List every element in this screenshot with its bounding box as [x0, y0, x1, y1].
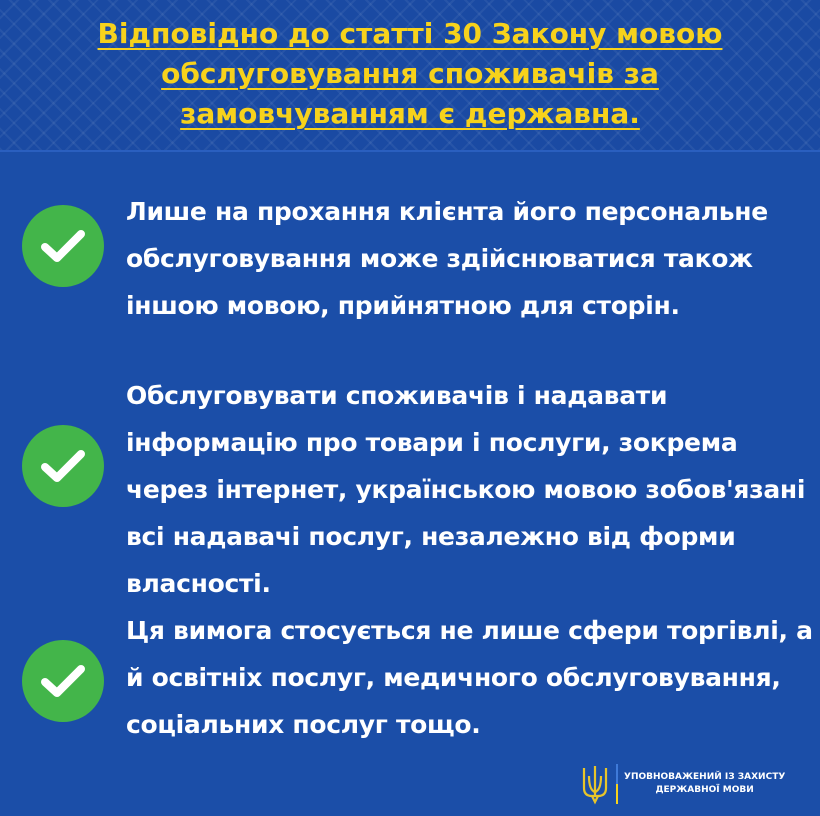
header-banner: [0, 0, 820, 152]
item-text: Ця вимога стосується не лише сфери торгівлі, а й освітніх послуг, медичного обслуговування, соціальних послуг тощо.: [126, 616, 813, 739]
check-circle-icon: [22, 205, 104, 287]
check-circle-icon: [22, 425, 104, 507]
item-text: Обслуговувати споживачів і надавати інформацію про товари і послуги, зокрема через інтернет, українською мовою зобов'язані всі надавачі послуг, незалежно від форми власності.: [126, 381, 806, 598]
divider: [616, 764, 618, 804]
trident-icon: [578, 762, 612, 806]
item-text: Лише на прохання клієнта його персональне обслуговування може здійснюватися також іншою мовою, прийнятною для сторін.: [126, 197, 768, 320]
page-title: Відповідно до статті 30 Закону мовою обслуговування споживачів за замовчуванням є державна.: [97, 17, 723, 130]
check-circle-icon: [22, 640, 104, 722]
footer-line-1: УПОВНОВАЖЕНИЙ ІЗ ЗАХИСТУ: [624, 772, 786, 782]
footer-logo: [578, 760, 785, 808]
footer-line-2: ДЕРЖАВНОЇ МОВИ: [655, 785, 754, 795]
footer-caption: [624, 771, 785, 797]
